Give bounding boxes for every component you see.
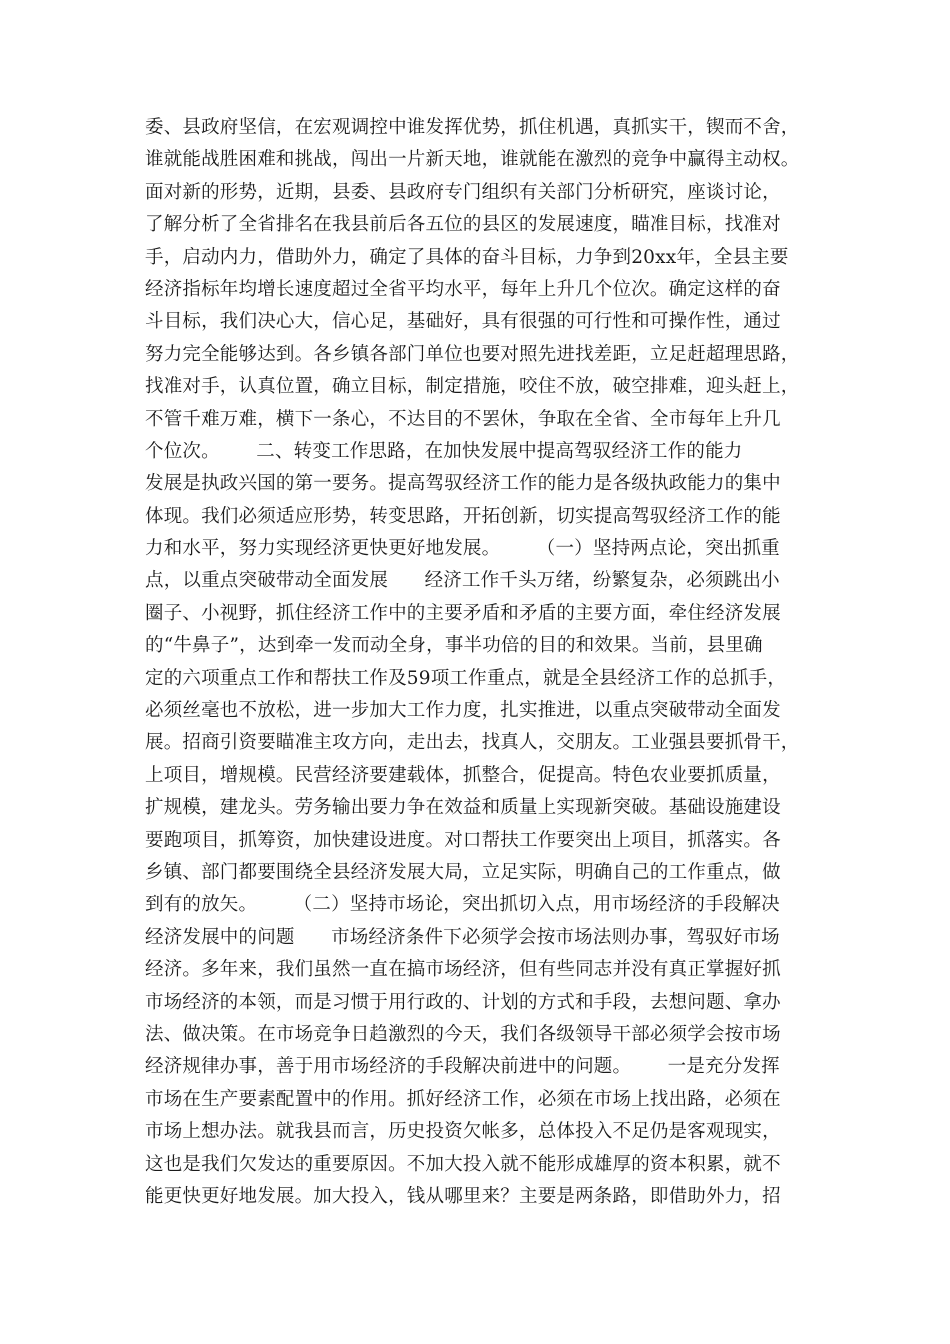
text-line: 不管千难万难，横下一条心，不达目的不罢休，争取在全省、全市每年上升几	[145, 408, 781, 430]
text-line: 定的六项重点工作和帮扶工作及59项工作重点，就是全县经济工作的总抓手，	[145, 667, 787, 689]
text-line: 上项目，增规模。民营经济要建载体，抓整合，促提高。特色农业要抓质量，	[145, 764, 781, 786]
text-line: 谁就能战胜困难和挑战，闯出一片新天地，谁就能在激烈的竞争中赢得主动权。	[145, 149, 800, 171]
text-line: 找准对手，认真位置，确立目标，制定措施，咬住不放，破空排难，迎头赶上，	[145, 376, 800, 398]
text-line: 市场上想办法。就我县而言，历史投资欠帐多，总体投入不足仍是客观现实，	[145, 1121, 781, 1143]
text-line: 面对新的形势，近期，县委、县政府专门组织有关部门分析研究，座谈讨论，	[145, 181, 781, 203]
text-line: 的“牛鼻子”，达到牵一发而动全身，事半功倍的目的和效果。当前，县里确	[145, 635, 763, 657]
text-line: 斗目标，我们决心大，信心足，基础好，具有很强的可行性和可操作性，通过	[145, 311, 781, 333]
text-line: 法、做决策。在市场竞争日趋激烈的今天，我们各级领导干部必须学会按市场	[145, 1023, 781, 1045]
text-line: 市场在生产要素配置中的作用。抓好经济工作，必须在市场上找出路，必须在	[145, 1088, 781, 1110]
text-line: 努力完全能够达到。各乡镇各部门单位也要对照先进找差距，立足赶超理思路，	[145, 343, 800, 365]
text-line: 力和水平，努力实现经济更快更好地发展。 （一）坚持两点论，突出抓重	[145, 538, 780, 560]
text-line: 这也是我们欠发达的重要原因。不加大投入就不能形成雄厚的资本积累，就不	[145, 1153, 781, 1175]
text-line: 扩规模，建龙头。劳务输出要力争在效益和质量上实现新突破。基础设施建设	[145, 797, 781, 819]
text-line: 委、县政府坚信，在宏观调控中谁发挥优势，抓住机遇，真抓实干，锲而不舍，	[145, 117, 800, 138]
text-line: 乡镇、部门都要围绕全县经济发展大局，立足实际，明确自己的工作重点，做	[145, 861, 781, 883]
text-line: 经济。多年来，我们虽然一直在搞市场经济，但有些同志并没有真正掌握好抓	[145, 959, 781, 981]
text-line: 展。招商引资要瞄准主攻方向，走出去，找真人，交朋友。工业强县要抓骨干，	[145, 732, 800, 754]
text-line: 经济指标年均增长速度超过全省平均水平，每年上升几个位次。确定这样的奋	[145, 278, 781, 300]
text-line: 要跑项目，抓筹资，加快建设进度。对口帮扶工作要突出上项目，抓落实。各	[145, 829, 781, 851]
text-line: 了解分析了全省排名在我县前后各五位的县区的发展速度，瞄准目标，找准对	[145, 214, 781, 236]
text-line: 体现。我们必须适应形势，转变思路，开拓创新，切实提高驾驭经济工作的能	[145, 505, 781, 527]
text-line: 必须丝毫也不放松，进一步加大工作力度，扎实推进，以重点突破带动全面发	[145, 700, 781, 722]
text-line: 手，启动内力，借助外力，确定了具体的奋斗目标，力争到20xx年，全县主要	[145, 246, 789, 268]
text-line: 经济发展中的问题 市场经济条件下必须学会按市场法则办事，驾驭好市场	[145, 926, 780, 948]
text-line: 点，以重点突破带动全面发展 经济工作千头万绪，纷繁复杂，必须跳出小	[145, 570, 780, 592]
text-line: 到有的放矢。 （二）坚持市场论，突出抓切入点，用市场经济的手段解决	[145, 894, 780, 916]
text-line: 发展是执政兴国的第一要务。提高驾驭经济工作的能力是各级执政能力的集中	[145, 473, 781, 495]
body-text	[145, 112, 815, 1213]
text-line: 经济规律办事，善于用市场经济的手段解决前进中的问题。 一是充分发挥	[145, 1056, 780, 1078]
text-line: 能更快更好地发展。加大投入，钱从哪里来？主要是两条路，即借助外力，招	[145, 1185, 781, 1207]
text-line: 市场经济的本领，而是习惯于用行政的、计划的方式和手段，去想问题、拿办	[145, 991, 781, 1013]
text-line: 个位次。 二、转变工作思路，在加快发展中提高驾驭经济工作的能力	[145, 440, 743, 462]
text-line: 圈子、小视野，抓住经济工作中的主要矛盾和矛盾的主要方面，牵住经济发展	[145, 602, 781, 624]
